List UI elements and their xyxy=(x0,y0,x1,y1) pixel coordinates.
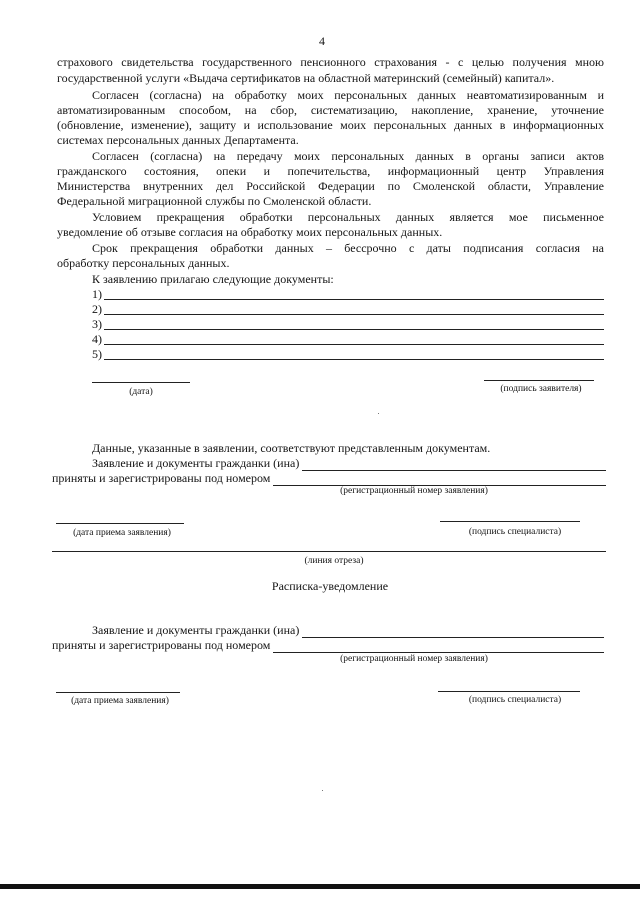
consent-paragraph-line: (обновление, изменение), защиту и использование моих персональных данных в информационных xyxy=(57,118,604,132)
scan-speck xyxy=(322,790,323,791)
consent-paragraph-line: гражданского состояния, опеки и попечительства, информационный центр Управления xyxy=(57,164,604,178)
consent-paragraph-line: Согласен (согласна) на передачу моих персональных данных в органы записи актов xyxy=(92,149,604,163)
receipt-docs-label: Заявление и документы гражданки (ина) xyxy=(92,623,300,637)
verification-reg-number-field[interactable] xyxy=(52,471,606,486)
document-entry-field[interactable] xyxy=(92,302,604,317)
consent-paragraph-line: автоматизированным способом, на сбор, систематизацию, накопление, хранение, уточнение xyxy=(57,103,604,117)
receipt-registered-label: приняты и зарегистрированы под номером xyxy=(52,638,271,652)
applicant-signature-caption: (подпись заявителя) xyxy=(500,384,582,394)
receipt-signature-caption: (подпись специалиста) xyxy=(468,695,562,705)
consent-paragraph-line: Условием прекращения обработки персональных данных является мое письменное xyxy=(92,210,604,224)
verification-date-caption: (дата приема заявления) xyxy=(73,528,171,538)
consent-paragraph-line: Министерства внутренних дел Российской Федерации по Смоленской области, Управление xyxy=(57,179,604,193)
verification-registered-label: приняты и зарегистрированы под номером xyxy=(52,471,271,485)
consent-paragraph-line: Согласен (согласна) на обработку моих персональных данных неавтоматизированным и xyxy=(92,88,604,102)
consent-paragraph-line: системах персональных данных Департамента. xyxy=(57,133,299,147)
verification-date-line[interactable] xyxy=(56,523,184,524)
consent-paragraph-line: обработку персональных данных. xyxy=(57,256,230,270)
receipt-date-line[interactable] xyxy=(56,692,180,693)
consent-paragraph-line: уведомление об отзыве согласия на обработку моих персональных данных. xyxy=(57,225,443,239)
scan-speck xyxy=(378,413,379,414)
verification-statement: Данные, указанные в заявлении, соответствуют представленным документам. xyxy=(92,441,491,455)
applicant-date-caption: (дата) xyxy=(129,387,153,397)
receipt-applicant-field[interactable] xyxy=(92,623,604,638)
document-entry-field[interactable] xyxy=(92,287,604,302)
verification-signature-line[interactable] xyxy=(440,521,580,522)
cut-line xyxy=(52,551,606,552)
documents-heading: К заявлению прилагаю следующие документы: xyxy=(92,272,334,286)
document-entry-number: 2) xyxy=(92,302,102,316)
verification-docs-label: Заявление и документы гражданки (ина) xyxy=(92,456,300,470)
applicant-date-line[interactable] xyxy=(92,382,190,383)
document-entry-number: 1) xyxy=(92,287,102,301)
receipt-signature-line[interactable] xyxy=(438,691,580,692)
consent-paragraph-line: Федеральной миграционной службы по Смоленской области. xyxy=(57,194,372,208)
receipt-date-caption: (дата приема заявления) xyxy=(71,696,169,706)
document-entry-number: 3) xyxy=(92,317,102,331)
document-entry-field[interactable] xyxy=(92,317,604,332)
consent-intro-line: государственной услуги «Выдача сертификатов на областной материнский (семейный) капитал». xyxy=(57,71,555,85)
verification-reg-caption: (регистрационный номер заявления) xyxy=(340,486,488,496)
document-entry-number: 5) xyxy=(92,347,102,361)
document-entry-number: 4) xyxy=(92,332,102,346)
receipt-reg-number-field[interactable] xyxy=(52,638,604,653)
consent-intro-line: страхового свидетельства государственного пенсионного страхования - с целью получения мною xyxy=(57,55,604,69)
receipt-title: Расписка-уведомление xyxy=(271,579,389,593)
applicant-signature-line[interactable] xyxy=(484,380,594,381)
document-entry-field[interactable] xyxy=(92,332,604,347)
document-entry-field[interactable] xyxy=(92,347,604,362)
verification-applicant-field[interactable] xyxy=(92,456,606,471)
receipt-reg-caption: (регистрационный номер заявления) xyxy=(340,654,488,664)
scan-bottom-edge xyxy=(0,884,640,889)
cut-line-caption: (линия отреза) xyxy=(304,556,364,566)
consent-paragraph-line: Срок прекращения обработки данных – бессрочно с даты подписания согласия на xyxy=(92,241,604,255)
verification-signature-caption: (подпись специалиста) xyxy=(468,527,562,537)
page-number: 4 xyxy=(319,34,325,48)
